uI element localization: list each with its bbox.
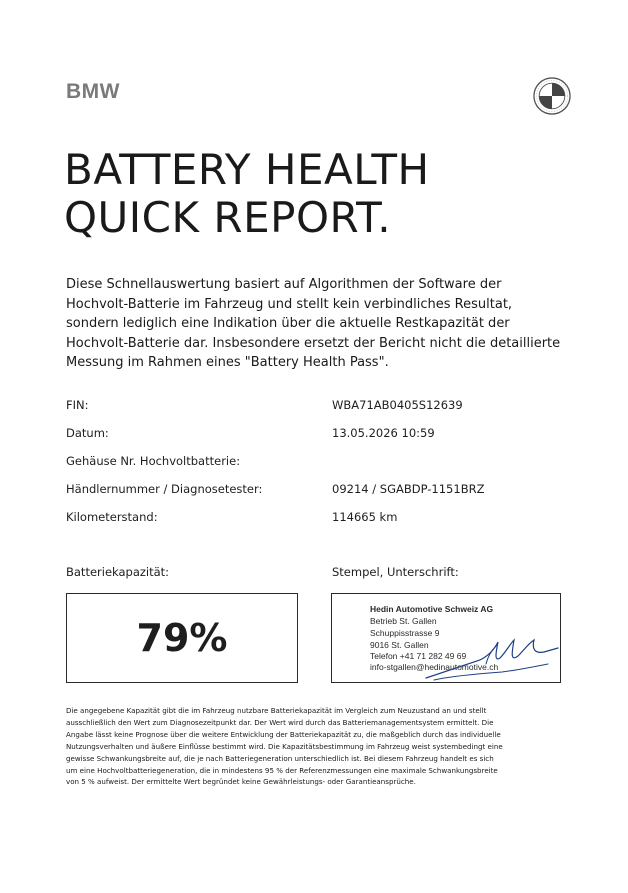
stamp-label: Stempel, Unterschrift: bbox=[332, 565, 459, 579]
date-value: 13.05.2026 10:59 bbox=[332, 426, 435, 440]
disclaimer-line: von 5 % aufweist. Der ermittelte Wert begründet keine Gewährleistungs- oder Garantieansprüche. bbox=[66, 777, 416, 787]
dealer-tester-label: Händlernummer / Diagnosetester: bbox=[66, 482, 263, 496]
stamp-company: Hedin Automotive Schweiz AG bbox=[370, 604, 494, 614]
report-title bbox=[64, 146, 430, 242]
stamp-city: 9016 St. Gallen bbox=[370, 640, 429, 650]
disclaimer-line: gewisse Schwankungsbreite auf, die je nach Batteriegeneration unterschiedlich ist. Bei diesem Fahrzeug handelt es sich bbox=[66, 753, 494, 763]
mileage-label: Kilometerstand: bbox=[66, 510, 158, 524]
stamp-phone: Telefon +41 71 282 49 69 bbox=[370, 651, 467, 661]
disclaimer-line: ausschließlich den Wert zum Diagnosezeitpunkt dar. Der Wert wird durch das Batteriemanagementsystem ermittelt. Die bbox=[66, 717, 494, 727]
disclaimer-line: Angabe lässt keine Prognose über die weitere Entwicklung der Batteriekapazität zu, die maßgeblich durch das individuelle bbox=[66, 729, 501, 739]
report-title-line-1: BATTERY HEALTH bbox=[64, 145, 430, 194]
report-title-line-2: QUICK REPORT. bbox=[64, 193, 392, 242]
capacity-label: Batteriekapazität: bbox=[66, 565, 170, 579]
handwritten-signature bbox=[422, 634, 562, 684]
intro-paragraph: Diese Schnellauswertung basiert auf Algorithmen der Software der Hochvolt-Batterie im Fahrzeug und stellt kein verbindliches Resultat, sondern lediglich eine Indikation über die aktuelle Restkapazität der Hochvolt-Batterie dar. Insbesondere ersetzt der Bericht nicht die detaillierte Messung im Rahmen eines "Battery Health Pass". bbox=[66, 277, 561, 371]
stamp-branch: Betrieb St. Gallen bbox=[370, 616, 437, 626]
disclaimer-line: Die angegebene Kapazität gibt die im Fahrzeug nutzbare Batteriekapazität im Vergleich zum Neuzustand an und stellt bbox=[66, 706, 487, 715]
battery-housing-label: Gehäuse Nr. Hochvoltbatterie: bbox=[66, 454, 241, 468]
fin-value: WBA71AB0405S12639 bbox=[332, 398, 463, 412]
stamp-email: info-stgallen@hedinautomotive.ch bbox=[370, 662, 499, 672]
date-label: Datum: bbox=[66, 426, 109, 440]
fin-label: FIN: bbox=[66, 398, 89, 412]
disclaimer-line: um eine Hochvoltbatteriegeneration, die in mindestens 95 % der Referenzmessungen eine maximale Schwankungsbreite bbox=[66, 765, 498, 775]
capacity-value: 79% bbox=[136, 616, 228, 660]
bmw-roundel-icon bbox=[533, 77, 571, 115]
stamp-box bbox=[331, 593, 561, 683]
brand-wordmark: BMW bbox=[66, 80, 120, 103]
mileage-value: 114665 km bbox=[332, 510, 398, 524]
capacity-box bbox=[66, 593, 298, 683]
dealer-tester-value: 09214 / SGABDP-1151BRZ bbox=[332, 482, 485, 496]
stamp-street: Schuppisstrasse 9 bbox=[370, 628, 440, 638]
disclaimer bbox=[66, 705, 566, 788]
disclaimer-line: Nutzungsverhalten und äußere Einflüsse bestimmt wird. Die Kapazitätsbestimmung im Fahrzeug weist systembedingt eine bbox=[66, 741, 503, 751]
